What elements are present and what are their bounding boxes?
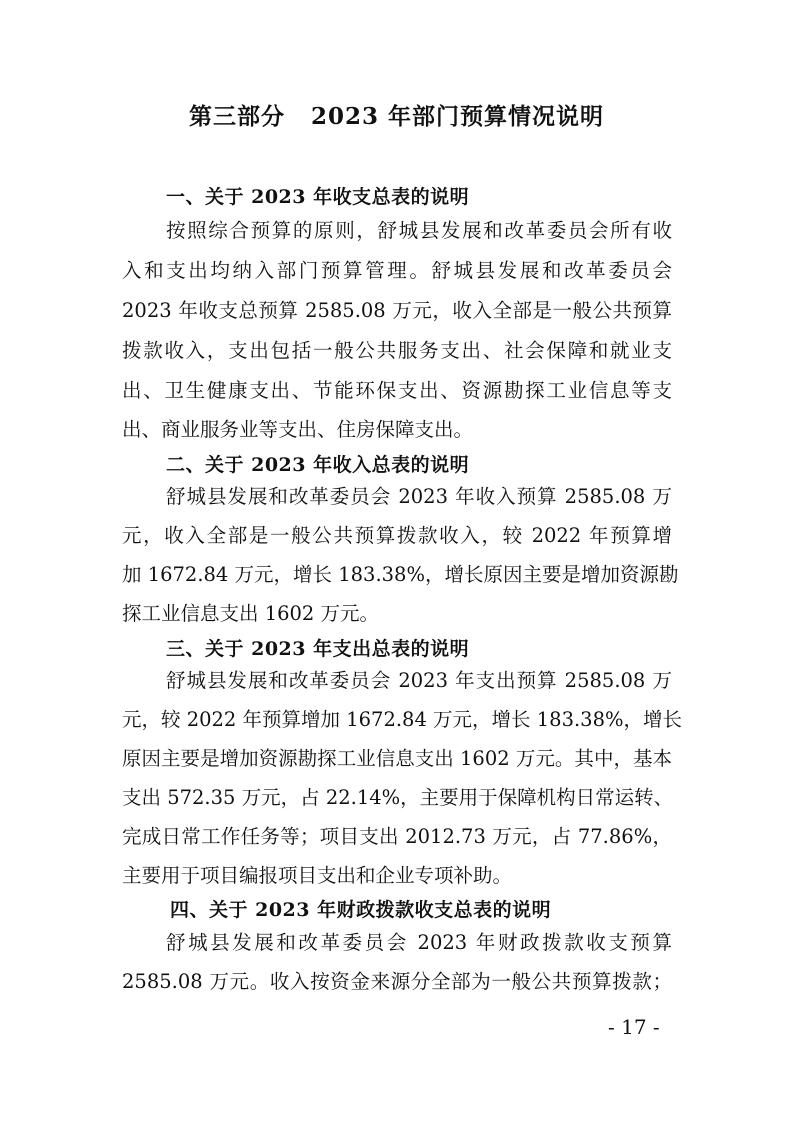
section-heading-3: 三、关于 2023 年支出总表的说明 <box>166 638 470 660</box>
paragraph-line: 主要用于项目编报项目支出和企业专项补助。 <box>122 864 513 887</box>
paragraph-line: 按照综合预算的原则，舒城县发展和改革委员会所有收 <box>166 219 672 242</box>
paragraph-line: 出、卫生健康支出、节能环保支出、资源勘探工业信息等支 <box>122 379 672 402</box>
paragraph-line: 舒城县发展和改革委员会 2023 年财政拨款收支预算 <box>166 931 672 954</box>
paragraph-line: 舒城县发展和改革委员会 2023 年支出预算 2585.08 万 <box>166 669 672 692</box>
section-heading-1: 一、关于 2023 年收支总表的说明 <box>166 186 470 208</box>
page-number: - 17 - <box>608 1015 660 1039</box>
paragraph-line: 加 1672.84 万元，增长 183.38%，增长原因主要是增加资源勘 <box>122 563 679 586</box>
page-title <box>0 98 793 131</box>
paragraph-line: 拨款收入，支出包括一般公共服务支出、社会保障和就业支 <box>122 339 672 362</box>
section-heading-2: 二、关于 2023 年收入总表的说明 <box>166 454 470 476</box>
paragraph-line: 元，收入全部是一般公共预算拨款收入，较 2022 年预算增 <box>122 524 672 547</box>
paragraph-line: 2585.08 万元。收入按资金来源分全部为一般公共预算拨款； <box>122 970 672 993</box>
paragraph-line: 2023 年收支总预算 2585.08 万元，收入全部是一般公共预算 <box>122 299 672 322</box>
paragraph-line: 元，较 2022 年预算增加 1672.84 万元，增长 183.38%，增长 <box>122 708 683 731</box>
title-part: 第三部分 <box>188 103 285 130</box>
section-heading-4: 四、关于 2023 年财政拨款收支总表的说明 <box>170 899 552 921</box>
paragraph-line: 完成日常工作任务等；项目支出 2012.73 万元，占 77.86%， <box>122 825 672 848</box>
paragraph-line: 原因主要是增加资源勘探工业信息支出 1602 万元。其中，基本 <box>122 747 672 770</box>
title-main: 2023 年部门预算情况说明 <box>310 103 605 130</box>
paragraph-line: 入和支出均纳入部门预算管理。舒城县发展和改革委员会 <box>122 259 672 282</box>
paragraph-line: 出、商业服务业等支出、住房保障支出。 <box>122 418 474 441</box>
paragraph-line: 支出 572.35 万元，占 22.14%，主要用于保障机构日常运转、 <box>122 786 674 809</box>
paragraph-line: 舒城县发展和改革委员会 2023 年收入预算 2585.08 万 <box>166 485 672 508</box>
paragraph-line: 探工业信息支出 1602 万元。 <box>122 602 380 625</box>
